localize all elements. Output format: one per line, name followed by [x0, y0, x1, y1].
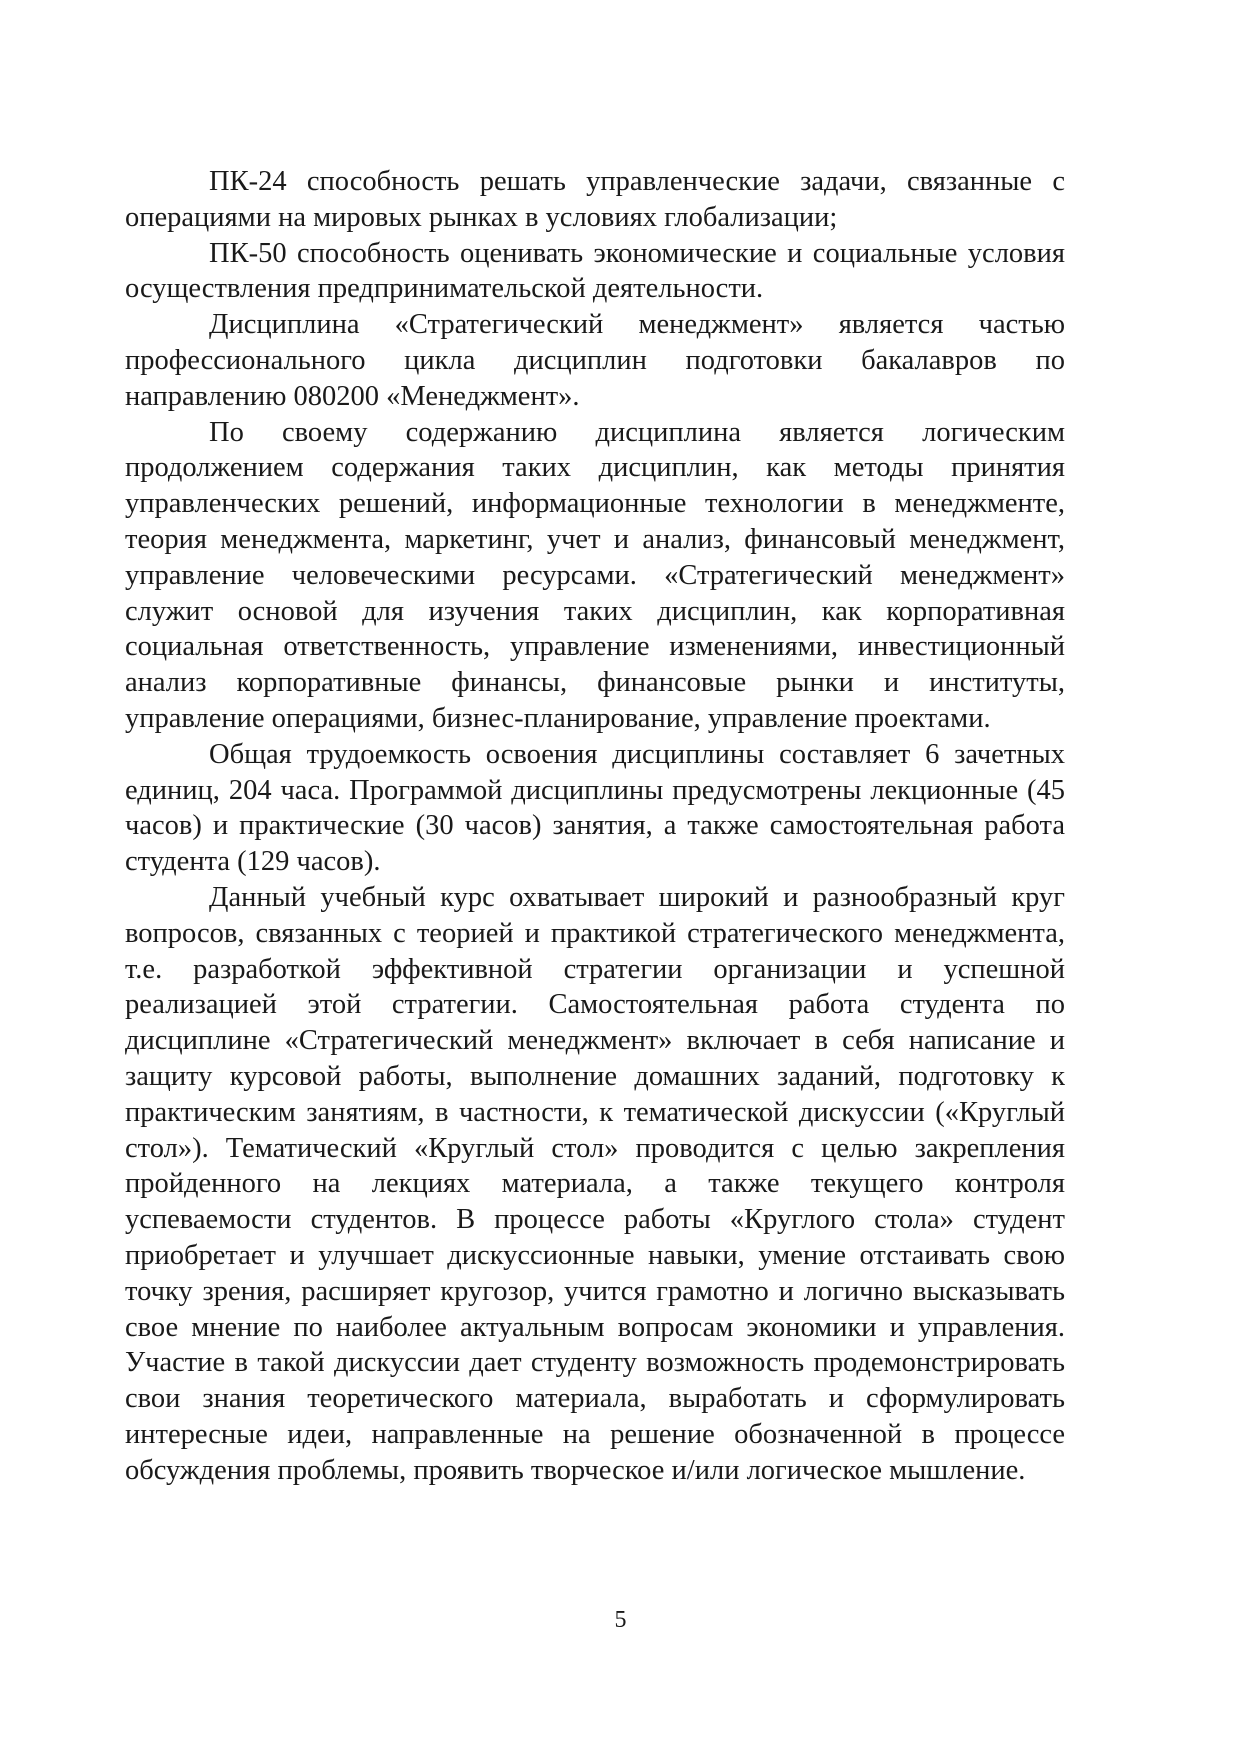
body-text: [125, 164, 1065, 1488]
paragraph-pk24: ПК-24 способность решать управленческие задачи, связанные с операциями на мировых рынках в условиях глобализации;: [125, 166, 1065, 233]
paragraph-course-description: Данный учебный курс охватывает широкий и разнообразный круг вопросов, связанных с теорией и практикой стратегического менеджмента, т.е. разработкой эффективной стратегии организации и успешной реализацией этой стратегии. Самостоятельная работа студента по дисциплине «Стратегический менеджмент» включает в себя написание и защиту курсовой работы, выполнение домашних заданий, подготовку к практическим занятиям, в частности, к тематической дискуссии («Круглый стол»). Тематический «Круглый стол» проводится с целью закрепления пройденного на лекциях материала, а также текущего контроля успеваемости студентов. В процессе работы «Круглого стола» студент приобретает и улучшает дискуссионные навыки, умение отстаивать свою точку зрения, расширяет кругозор, учится грамотно и логично высказывать свое мнение по наиболее актуальным вопросам экономики и управления. Участие в такой дискуссии дает студенту возможность продемонстрировать свои знания теоретического материала, выработать и сформулировать интересные идеи, направленные на решение обозначенной в процессе обсуждения проблемы, проявить творческое и/или логическое мышление.: [125, 881, 1065, 1486]
paragraph-pk50: ПК-50 способность оценивать экономические и социальные условия осуществления предпринимательской деятельности.: [125, 237, 1065, 305]
page-number: 5: [614, 1607, 627, 1633]
paragraph-discipline-content: По своему содержанию дисциплина является логическим продолжением содержания таких дисциплин, как методы принятия управленческих решений, информационные технологии в менеджменте, теория менеджмента, маркетинг, учет и анализ, финансовый менеджмент, управление человеческими ресурсами. «Стратегический менеджмент» служит основой для изучения таких дисциплин, как корпоративная социальная ответственность, управление изменениями, инвестиционный анализ корпоративные финансы, финансовые рынки и институты, управление операциями, бизнес-планирование, управление проектами.: [125, 416, 1065, 734]
paragraph-workload: Общая трудоемкость освоения дисциплины составляет 6 зачетных единиц, 204 часа. Программой дисциплины предусмотрены лекционные (45 часов) и практические (30 часов) занятия, а также самостоятельная работа студента (129 часов).: [125, 738, 1065, 878]
paragraph-discipline-intro: Дисциплина «Стратегический менеджмент» является частью профессионального цикла дисциплин подготовки бакалавров по направлению 080200 «Менеджмент».: [125, 309, 1065, 412]
